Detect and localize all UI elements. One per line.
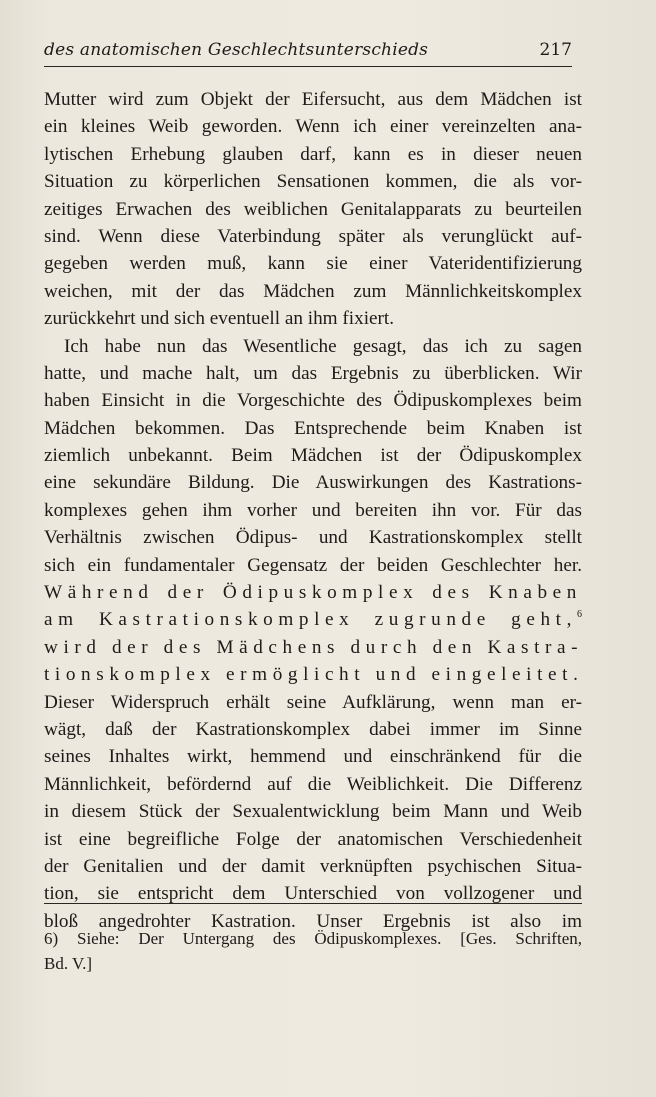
text-line: sich ein fundamentaler Gegensatz der beiden Geschlechter her. [44,554,582,576]
text-line: der Genitalien und der damit verknüpften psychischen Situa- [44,855,582,877]
text-line: zeitiges Erwachen des weiblichen Genitalapparats zu beurteilen [44,198,582,220]
text-line: ziemlich unbekannt. Beim Mädchen ist der Ödipuskomplex [44,445,582,467]
text-line: sind. Wenn diese Vaterbindung später als verunglückt auf- [44,225,582,247]
emphasized-line: tionskomplex ermöglicht und eingeleitet. [44,664,584,686]
footnote-marker: 6 [577,609,582,621]
emphasized-text: am Kastrationskomplex zugrunde geht, [44,609,577,631]
paragraph-first-line: Ich habe nun das Wesentliche gesagt, das ich zu sagen [64,335,582,357]
page-header [44,36,572,67]
footnote-divider [44,903,582,904]
text-line: Situation zu körperlichen Sensationen kommen, die als vor- [44,171,582,193]
text-line: komplexes gehen ihm vorher und bereiten ihn vor. Für das [44,499,582,521]
text-line: haben Einsicht in die Vorgeschichte des Ödipuskomplexes beim [44,390,582,412]
text-line: zurückkehrt und sich eventuell an ihm fixiert. [44,308,395,330]
emphasized-line [44,606,582,633]
text-line: eine sekundäre Bildung. Die Auswirkungen des Kastrations- [44,472,582,494]
text-line: in diesem Stück der Sexualentwicklung beim Mann und Weib [44,801,582,823]
text-line: ein kleines Weib geworden. Wenn ich einer vereinzelten ana- [44,116,582,138]
text-line: weichen, mit der das Mädchen zum Männlichkeitskomplex [44,280,582,302]
text-line: lytischen Erhebung glauben darf, kann es in dieser neuen [44,143,582,165]
emphasized-line: wird der des Mädchens durch den Kastra- [44,636,584,658]
text-line: seines Inhaltes wirkt, hemmend und einschränkend für die [44,746,582,768]
text-line: Mutter wird zum Objekt der Eifersucht, aus dem Mädchen ist [44,89,582,110]
footnote-line: Bd. V.] [44,954,93,973]
text-line: tion, sie entspricht dem Unterschied von vollzogener und [44,883,582,905]
emphasized-line: Während der Ödipuskomplex des Knaben [44,582,582,604]
text-line: Mädchen bekommen. Das Entsprechende beim Knaben ist [44,417,582,439]
footnote [44,926,582,976]
footnote-line: 6) Siehe: Der Untergang des Ödipuskomplexes. [Ges. Schriften, [44,929,582,948]
text-line: hatte, und mache halt, um das Ergebnis zu überblicken. Wir [44,362,582,384]
text-line: Männlichkeit, befördernd auf die Weiblichkeit. Die Differenz [44,773,582,795]
text-line: ist eine begreifliche Folge der anatomischen Verschiedenheit [44,828,582,850]
text-line: wägt, daß der Kastrationskomplex dabei immer im Sinne [44,718,582,740]
body-text [44,86,582,935]
page-number: 217 [539,40,572,60]
text-line: bloß angedrohter Kastration. Unser Ergebnis ist also im [44,910,582,932]
running-title: des anatomischen Geschlechtsunterschieds [44,40,429,60]
text-line: gegeben werden muß, kann sie einer Vateridentifizierung [44,253,582,275]
text-line: Verhältnis zwischen Ödipus- und Kastrationskomplex stellt [44,527,582,549]
text-line: Dieser Widerspruch erhält seine Aufklärung, wenn man er- [44,691,582,713]
